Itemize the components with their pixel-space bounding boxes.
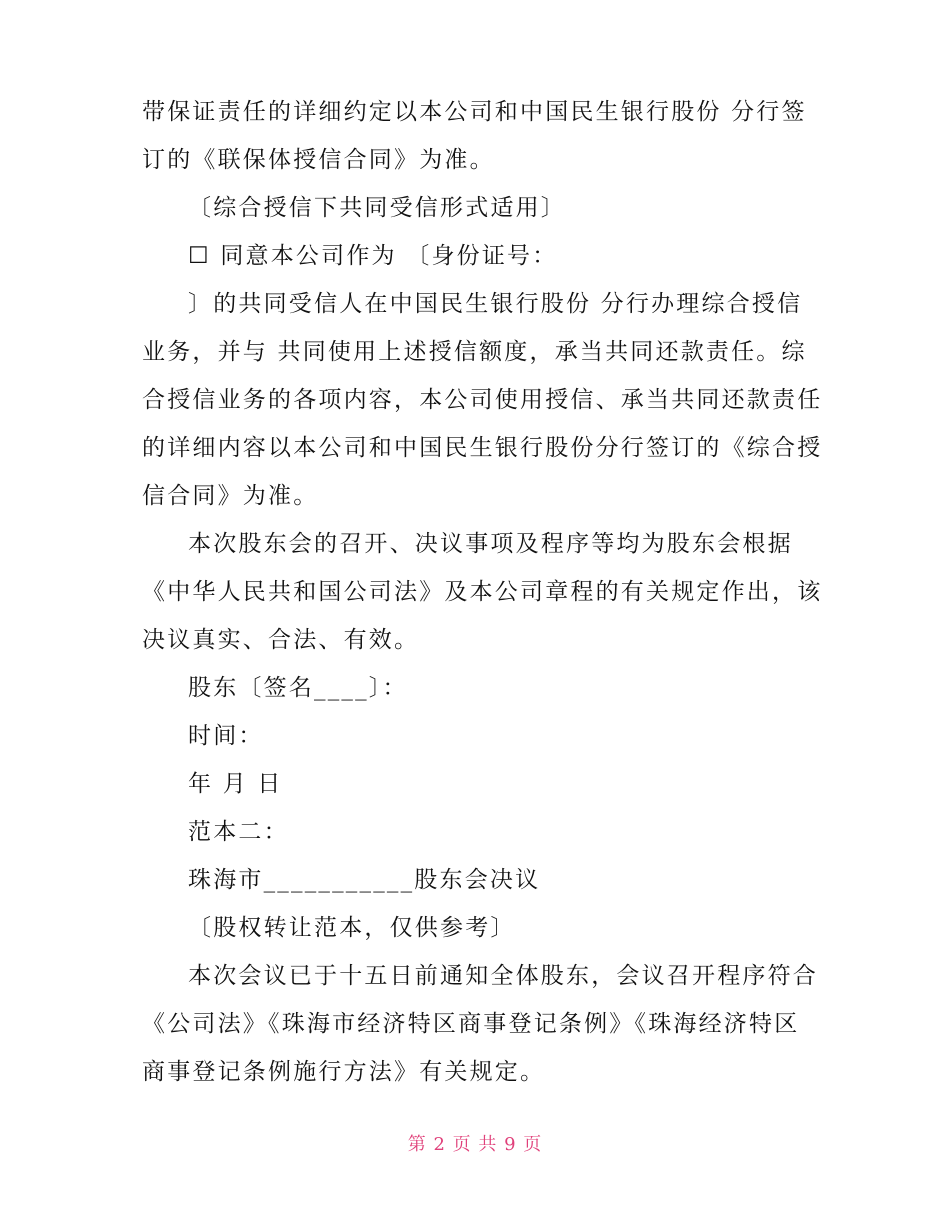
paragraph-line: 《公司法》《珠海市经济特区商事登记条例》《珠海经济特区 xyxy=(142,1011,800,1037)
paragraph-line: 订的《联保体授信合同》为准。 xyxy=(142,147,495,173)
template-heading: 范本二： xyxy=(188,819,289,845)
date-line: 年 月 日 xyxy=(188,771,283,797)
paragraph-line: 〕的共同受信人在中国民生银行股份 分行办理综合授信 xyxy=(188,291,803,317)
template-note: 〔股权转让范本，仅供参考〕 xyxy=(188,915,516,941)
paragraph-line: 的详细内容以本公司和中国民生银行股份分行签订的《综合授 xyxy=(142,435,823,461)
page-number: 第 2 页 共 9 页 xyxy=(407,1134,543,1155)
paragraph-line: 本次股东会的召开、决议事项及程序等均为股东会根据 xyxy=(188,531,793,557)
paragraph-line: 《中华人民共和国公司法》及本公司章程的有关规定作出，该 xyxy=(142,579,823,605)
document-body xyxy=(142,88,823,1096)
time-label: 时间： xyxy=(188,723,264,749)
paragraph-line: 业务，并与 共同使用上述授信额度，承当共同还款责任。综 xyxy=(142,339,807,365)
paragraph-line: 决议真实、合法、有效。 xyxy=(142,627,420,653)
checkbox-line: ☐ 同意本公司作为 〔身份证号： xyxy=(188,243,558,269)
paragraph-line: 商事登记条例施行方法》有关规定。 xyxy=(142,1059,546,1085)
paragraph-line: 带保证责任的详细约定以本公司和中国民生银行股份 分行签 xyxy=(142,99,807,125)
paragraph-line: 信合同》为准。 xyxy=(142,483,319,509)
signature-line: 股东〔签名____〕： xyxy=(188,675,408,701)
paragraph-line: 合授信业务的各项内容，本公司使用授信、承当共同还款责任 xyxy=(142,387,823,413)
resolution-title: 珠海市___________股东会决议 xyxy=(188,867,541,893)
paragraph-line: 本次会议已于十五日前通知全体股东，会议召开程序符合 xyxy=(188,963,818,989)
section-note: 〔综合授信下共同受信形式适用〕 xyxy=(188,195,566,221)
